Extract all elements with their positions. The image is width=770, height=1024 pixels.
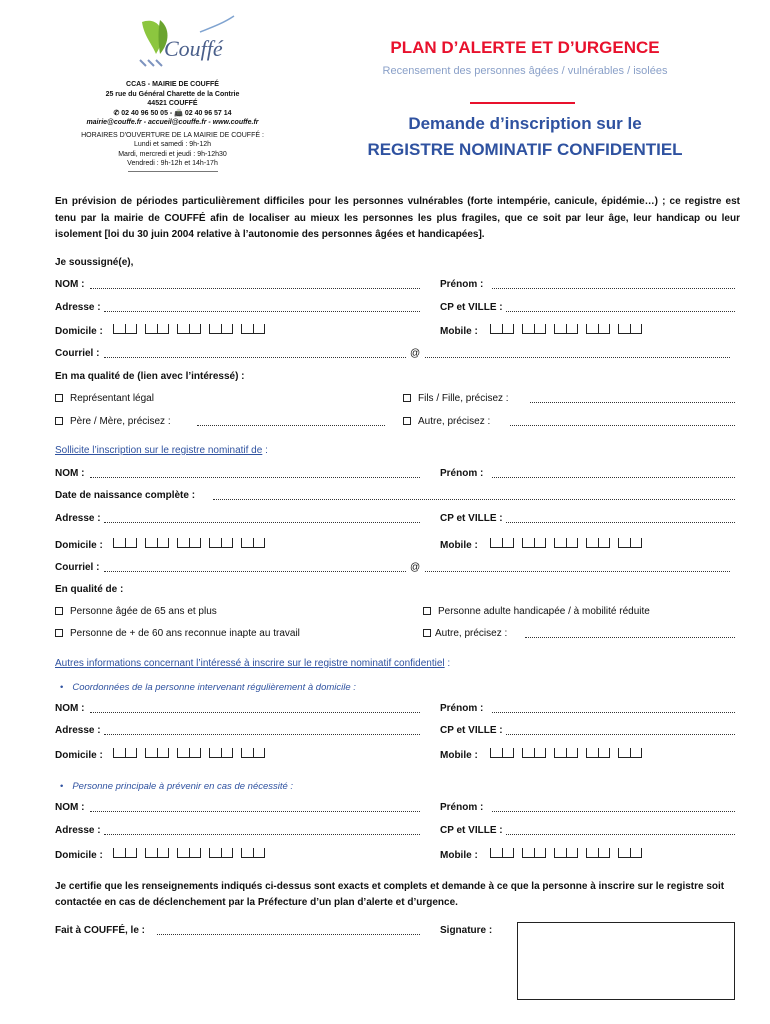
- fils-fille-field[interactable]: [530, 395, 735, 403]
- domicile-label: Domicile :: [55, 326, 103, 337]
- prenom-field-2[interactable]: [492, 470, 735, 478]
- logo-text: Couffé: [164, 36, 223, 61]
- opt-pere-mere[interactable]: [55, 416, 171, 427]
- intro-paragraph: En prévision de périodes particulièrement difficiles pour les personnes vulnérables (forte intempérie, canicule, épidémie…) ; ce registre est tenu par la mairie de COUFFÉ afin de localiser au mieux les personnes les plus fragiles, que ce soit par leur âge, leur handicap ou leur isolement [loi du 30 juin 2004 relative à l’autonomie des personnes âgées et handicapées].: [55, 196, 740, 240]
- adresse-field-2[interactable]: [104, 515, 420, 523]
- at-sign-2: @: [410, 562, 421, 573]
- cp-ville-field-2[interactable]: [506, 515, 735, 523]
- checkbox-icon[interactable]: [403, 394, 411, 402]
- mobile-digit-boxes-3[interactable]: [490, 748, 642, 758]
- section2-suffix: :: [262, 445, 268, 456]
- checkbox-icon[interactable]: [55, 394, 63, 402]
- autre-field[interactable]: [510, 418, 735, 426]
- mobile-digit-boxes-2[interactable]: [490, 538, 642, 548]
- prenom-field-3[interactable]: [492, 705, 735, 713]
- section2-title-text: Sollicite l’inscription sur le registre nominatif de: [55, 445, 263, 456]
- adresse-label: Adresse :: [55, 302, 101, 313]
- adresse-field[interactable]: [104, 304, 420, 312]
- cp-ville-label-4: CP et VILLE :: [440, 825, 503, 836]
- prenom-field[interactable]: [492, 281, 735, 289]
- org-line-1: CCAS - MAIRIE DE COUFFÉ: [126, 81, 219, 88]
- opt-60-ans-label: Personne de + de 60 ans reconnue inapte au travail: [70, 628, 300, 639]
- courriel-label-2: Courriel :: [55, 562, 100, 573]
- courriel-user-field-2[interactable]: [104, 564, 406, 572]
- request-title: Demande d’inscription sur le: [408, 114, 642, 133]
- mobile-digit-boxes[interactable]: [490, 324, 642, 334]
- phone-line: ✆ 02 40 96 50 05 - 📠 02 40 96 57 14: [113, 109, 232, 117]
- nom-label-3: NOM :: [55, 703, 85, 714]
- email-line: mairie@couffe.fr - accueil@couffe.fr - www.couffe.fr: [86, 119, 259, 126]
- mobile-label: Mobile :: [440, 326, 478, 337]
- nom-label-2: NOM :: [55, 468, 85, 479]
- mobile-label-2: Mobile :: [440, 540, 478, 551]
- certify-paragraph: Je certifie que les renseignements indiqués ci-dessus sont exacts et complets et demande à ce que la personne à inscrire sur le registre soit contactée en cas de déclenchement par la Préfecture d’un plan d’alerte et d’urgence.: [55, 881, 725, 908]
- opt-60-ans[interactable]: [55, 628, 300, 639]
- adresse-field-4[interactable]: [104, 827, 420, 835]
- domicile-label-4: Domicile :: [55, 850, 103, 861]
- domicile-digit-boxes-2[interactable]: [113, 538, 265, 548]
- signature-label: Signature :: [440, 925, 493, 936]
- nom-label: NOM :: [55, 279, 85, 290]
- adresse-field-3[interactable]: [104, 727, 420, 735]
- logo: [130, 14, 240, 72]
- hours-title: HORAIRES D'OUVERTURE DE LA MAIRIE DE COUFFÉ :: [81, 131, 264, 139]
- prenom-field-4[interactable]: [492, 804, 735, 812]
- prenom-label-3: Prénom :: [440, 703, 484, 714]
- opt-fils-fille[interactable]: [403, 393, 509, 404]
- opt-autre-2-label: Autre, précisez :: [435, 628, 508, 639]
- prenom-label-4: Prénom :: [440, 802, 484, 813]
- checkbox-icon[interactable]: [55, 607, 63, 615]
- opt-representant-label: Représentant légal: [70, 393, 154, 404]
- section2-title: [55, 445, 268, 456]
- je-soussigne-label: Je soussigné(e),: [55, 257, 134, 268]
- domicile-digit-boxes-4[interactable]: [113, 848, 265, 858]
- checkbox-icon[interactable]: [55, 417, 63, 425]
- courriel-user-field[interactable]: [104, 350, 406, 358]
- nom-field[interactable]: [90, 281, 420, 289]
- opt-handicap[interactable]: [423, 606, 650, 617]
- page-subtitle: Recensement des personnes âgées / vulnérables / isolées: [382, 65, 668, 77]
- section3-suffix: :: [444, 658, 451, 669]
- adresse-label-3: Adresse :: [55, 725, 101, 736]
- domicile-digit-boxes[interactable]: [113, 324, 265, 334]
- courriel-domain-field-2[interactable]: [425, 564, 730, 572]
- date-naissance-label: Date de naissance complète :: [55, 490, 196, 501]
- cp-ville-label-2: CP et VILLE :: [440, 513, 503, 524]
- checkbox-icon[interactable]: [403, 417, 411, 425]
- fait-a-label: Fait à COUFFÉ, le :: [55, 925, 146, 936]
- hours-line-3: Vendredi : 9h-12h et 14h-17h: [127, 160, 218, 167]
- prenom-label: Prénom :: [440, 279, 484, 290]
- checkbox-icon[interactable]: [423, 629, 431, 637]
- nom-field-2[interactable]: [90, 470, 420, 478]
- opt-autre-2[interactable]: [423, 628, 507, 639]
- bullet-intervenant-text: Coordonnées de la personne intervenant régulièrement à domicile :: [72, 682, 356, 693]
- hours-line-1: Lundi et samedi : 9h-12h: [133, 141, 212, 148]
- checkbox-icon[interactable]: [423, 607, 431, 615]
- nom-label-4: NOM :: [55, 802, 85, 813]
- opt-autre-label: Autre, précisez :: [418, 416, 491, 427]
- at-sign: @: [410, 348, 421, 359]
- opt-handicap-label: Personne adulte handicapée / à mobilité réduite: [438, 606, 650, 617]
- domicile-digit-boxes-3[interactable]: [113, 748, 265, 758]
- domicile-label-3: Domicile :: [55, 750, 103, 761]
- org-line-2: 25 rue du Général Charette de la Contrie: [105, 90, 240, 98]
- en-qualite-title: En qualité de :: [55, 584, 124, 595]
- nom-field-4[interactable]: [90, 804, 420, 812]
- autre-field-2[interactable]: [525, 630, 735, 638]
- opt-65-ans-label: Personne âgée de 65 ans et plus: [70, 606, 217, 617]
- cp-ville-field[interactable]: [506, 304, 735, 312]
- cp-ville-label: CP et VILLE :: [440, 302, 503, 313]
- opt-pere-mere-label: Père / Mère, précisez :: [70, 416, 171, 427]
- qualite-title: En ma qualité de (lien avec l’intéressé) :: [55, 371, 245, 382]
- mobile-label-4: Mobile :: [440, 850, 478, 861]
- adresse-label-2: Adresse :: [55, 513, 101, 524]
- domicile-label-2: Domicile :: [55, 540, 103, 551]
- pere-mere-field[interactable]: [197, 418, 385, 426]
- org-line-3: 44521 COUFFÉ: [147, 100, 198, 107]
- bullet-icon: •: [60, 682, 64, 693]
- bullet-intervenant: [60, 682, 356, 693]
- divider: [128, 171, 218, 172]
- date-naissance-field[interactable]: [213, 492, 735, 500]
- section3-title: [55, 658, 450, 669]
- adresse-label-4: Adresse :: [55, 825, 101, 836]
- page-title: PLAN D’ALERTE ET D’URGENCE: [390, 38, 660, 57]
- bullet-icon: •: [60, 781, 64, 792]
- prenom-label-2: Prénom :: [440, 468, 484, 479]
- opt-65-ans[interactable]: [55, 606, 217, 617]
- title-rule: [470, 102, 575, 104]
- mobile-label-3: Mobile :: [440, 750, 478, 761]
- bullet-prevenir-text: Personne principale à prévenir en cas de nécessité :: [72, 781, 294, 792]
- register-title: REGISTRE NOMINATIF CONFIDENTIEL: [367, 140, 683, 159]
- mobile-digit-boxes-4[interactable]: [490, 848, 642, 858]
- hours-line-2: Mardi, mercredi et jeudi : 9h-12h30: [118, 150, 227, 158]
- checkbox-icon[interactable]: [55, 629, 63, 637]
- signature-box[interactable]: [517, 922, 735, 1000]
- opt-autre[interactable]: [403, 416, 490, 427]
- courriel-label: Courriel :: [55, 348, 100, 359]
- bullet-prevenir: [60, 781, 293, 792]
- cp-ville-field-3[interactable]: [506, 727, 735, 735]
- date-field[interactable]: [157, 927, 420, 935]
- nom-field-3[interactable]: [90, 705, 420, 713]
- courriel-domain-field[interactable]: [425, 350, 730, 358]
- section3-title-text: Autres informations concernant l’intéressé à inscrire sur le registre nominatif confidentiel: [55, 658, 445, 669]
- cp-ville-field-4[interactable]: [506, 827, 735, 835]
- org-block: [65, 80, 280, 172]
- cp-ville-label-3: CP et VILLE :: [440, 725, 503, 736]
- opt-representant[interactable]: [55, 393, 154, 404]
- opt-fils-fille-label: Fils / Fille, précisez :: [418, 393, 509, 404]
